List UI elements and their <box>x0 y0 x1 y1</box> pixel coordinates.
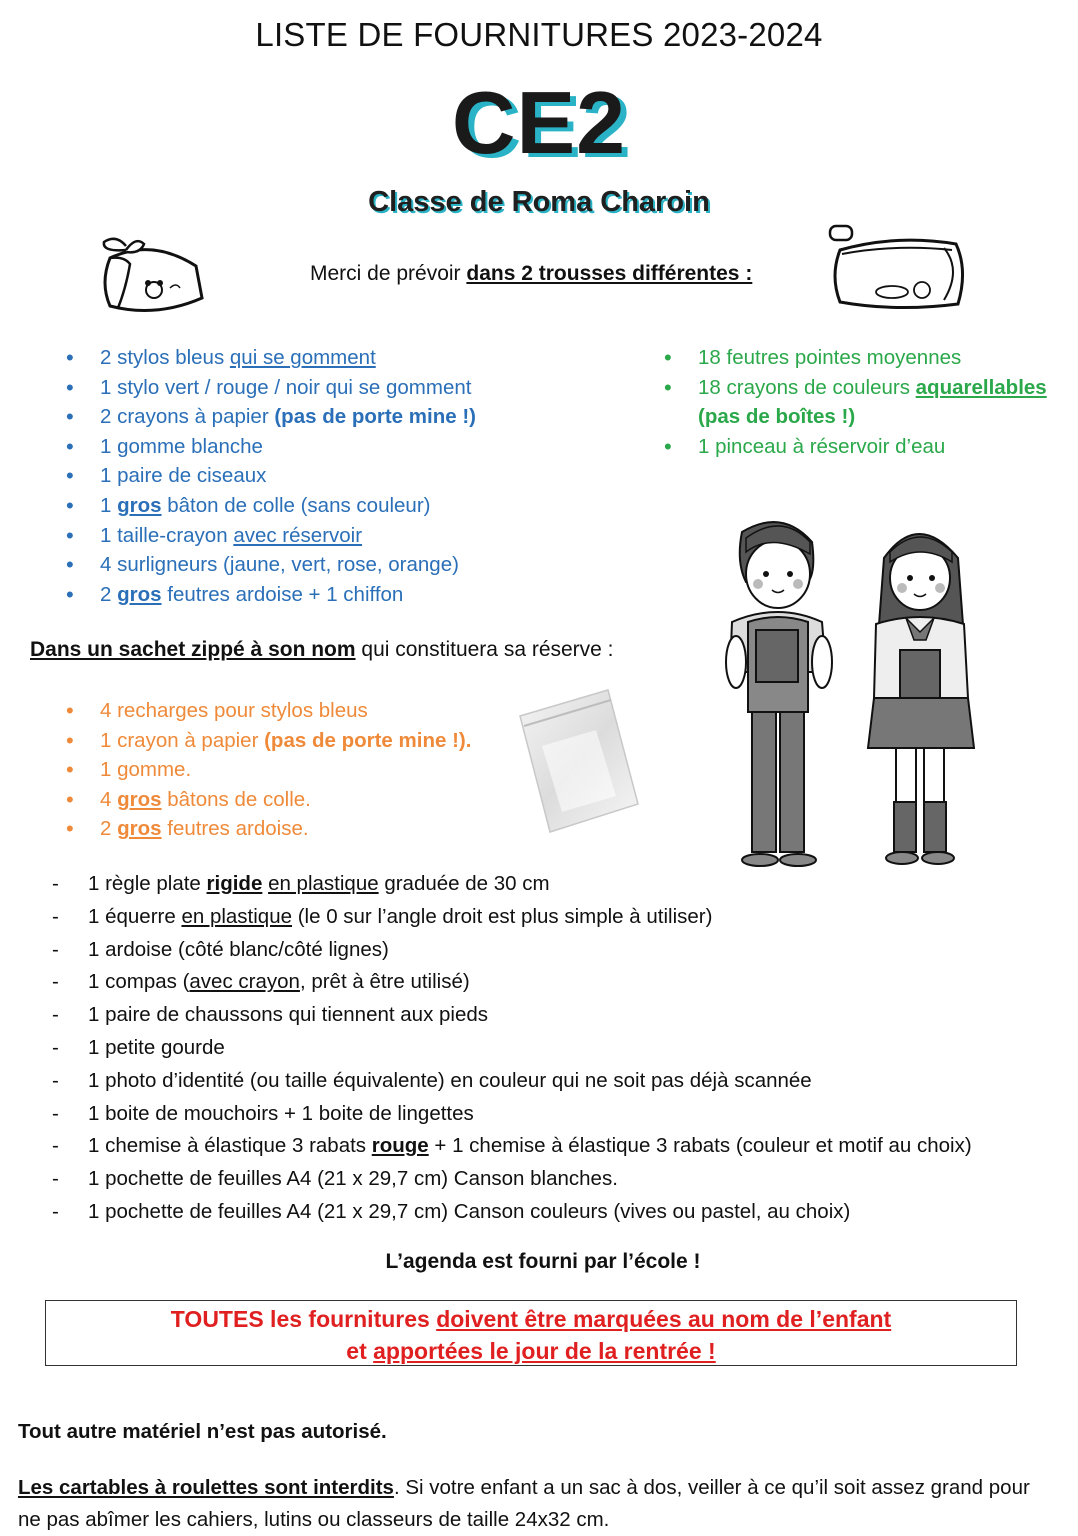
supply-item: - 1 ardoise (côté blanc/côté lignes) <box>52 934 1062 967</box>
pencil-case-right-icon <box>826 220 972 314</box>
supply-item: - 1 compas (avec crayon, prêt à être utilisé) <box>52 966 1062 999</box>
supply-item: - 1 pochette de feuilles A4 (21 x 29,7 cm) Canson blanches. <box>52 1163 1062 1196</box>
agenda-note: L’agenda est fourni par l’école ! <box>385 1250 701 1273</box>
sachet-item: • 2 gros feutres ardoise. <box>62 814 522 844</box>
trousse1-item: • 1 stylo vert / rouge / noir qui se gomment <box>62 373 622 403</box>
sachet-list <box>62 696 522 844</box>
page-title: LISTE DE FOURNITURES 2023-2024 <box>255 16 823 53</box>
supply-item: - 1 pochette de feuilles A4 (21 x 29,7 cm) Canson couleurs (vives ou pastel, au choix) <box>52 1196 1062 1229</box>
trousse1-item: • 1 gomme blanche <box>62 432 622 462</box>
trousse1-item: • 1 paire de ciseaux <box>62 461 622 491</box>
trousse2-item: • 1 pinceau à réservoir d’eau <box>660 432 1070 462</box>
intro-emphasis: dans 2 trousses différentes : <box>466 262 753 285</box>
trousse1-item: • 2 crayons à papier (pas de porte mine !) <box>62 402 622 432</box>
trousse2-item: • 18 feutres pointes moyennes <box>660 343 1070 373</box>
supply-item: - 1 chemise à élastique 3 rabats rouge + 1 chemise à élastique 3 rabats (couleur et motif au choix) <box>52 1130 1062 1163</box>
sachet-heading: Dans un sachet zippé à son nom qui constituera sa réserve : <box>30 638 614 661</box>
cartables-note: Les cartables à roulettes sont interdits. Si votre enfant a un sac à dos, veiller à ce qu’il soit assez grand pour ne pas abîmer les cahiers, lutins ou classeurs de taille 24x32 cm. <box>18 1476 1030 1531</box>
sachet-item: • 4 gros bâtons de colle. <box>62 785 522 815</box>
supply-item: - 1 photo d’identité (ou taille équivalente) en couleur qui ne soit pas déjà scannée <box>52 1065 1062 1098</box>
trousse1-item: • 1 taille-crayon avec réservoir <box>62 521 622 551</box>
sachet-item: • 1 crayon à papier (pas de porte mine !). <box>62 726 522 756</box>
trousse2-list <box>660 343 1070 461</box>
trousse1-item: • 2 stylos bleus qui se gomment <box>62 343 622 373</box>
notice-line-1: TOUTES les fournitures doivent être marquées au nom de l’enfant <box>170 1306 892 1332</box>
supply-item: - 1 règle plate rigide en plastique graduée de 30 cm <box>52 868 1062 901</box>
sachet-item: • 4 recharges pour stylos bleus <box>62 696 522 726</box>
trousse1-item: • 2 gros feutres ardoise + 1 chiffon <box>62 580 622 610</box>
supply-item: - 1 boite de mouchoirs + 1 boite de lingettes <box>52 1098 1062 1131</box>
trousse2-item: • 18 crayons de couleurs aquarellables (pas de boîtes !) <box>660 373 1070 432</box>
sachet-item: • 1 gomme. <box>62 755 522 785</box>
trousse1-item: • 1 gros bâton de colle (sans couleur) <box>62 491 622 521</box>
students-illustration <box>712 512 982 872</box>
not-allowed-note: Tout autre matériel n’est pas autorisé. <box>18 1420 387 1443</box>
other-supplies-list <box>52 868 1062 1229</box>
notice-line-2: et apportées le jour de la rentrée ! <box>346 1338 716 1364</box>
trousse1-list <box>62 343 622 609</box>
class-level: CE2 <box>451 73 627 172</box>
supply-item: - 1 paire de chaussons qui tiennent aux pieds <box>52 999 1062 1032</box>
pencil-case-left-icon <box>96 228 208 314</box>
notice-box <box>45 1300 1017 1366</box>
supply-item: - 1 équerre en plastique (le 0 sur l’angle droit est plus simple à utiliser) <box>52 901 1062 934</box>
supply-item: - 1 petite gourde <box>52 1032 1062 1065</box>
teacher-class: Classe de Roma Charoin <box>368 186 710 218</box>
zip-bag-icon <box>512 686 644 838</box>
intro-text: Merci de prévoir dans 2 trousses différentes : <box>310 262 753 285</box>
trousse1-item: • 4 surligneurs (jaune, vert, rose, orange) <box>62 550 622 580</box>
